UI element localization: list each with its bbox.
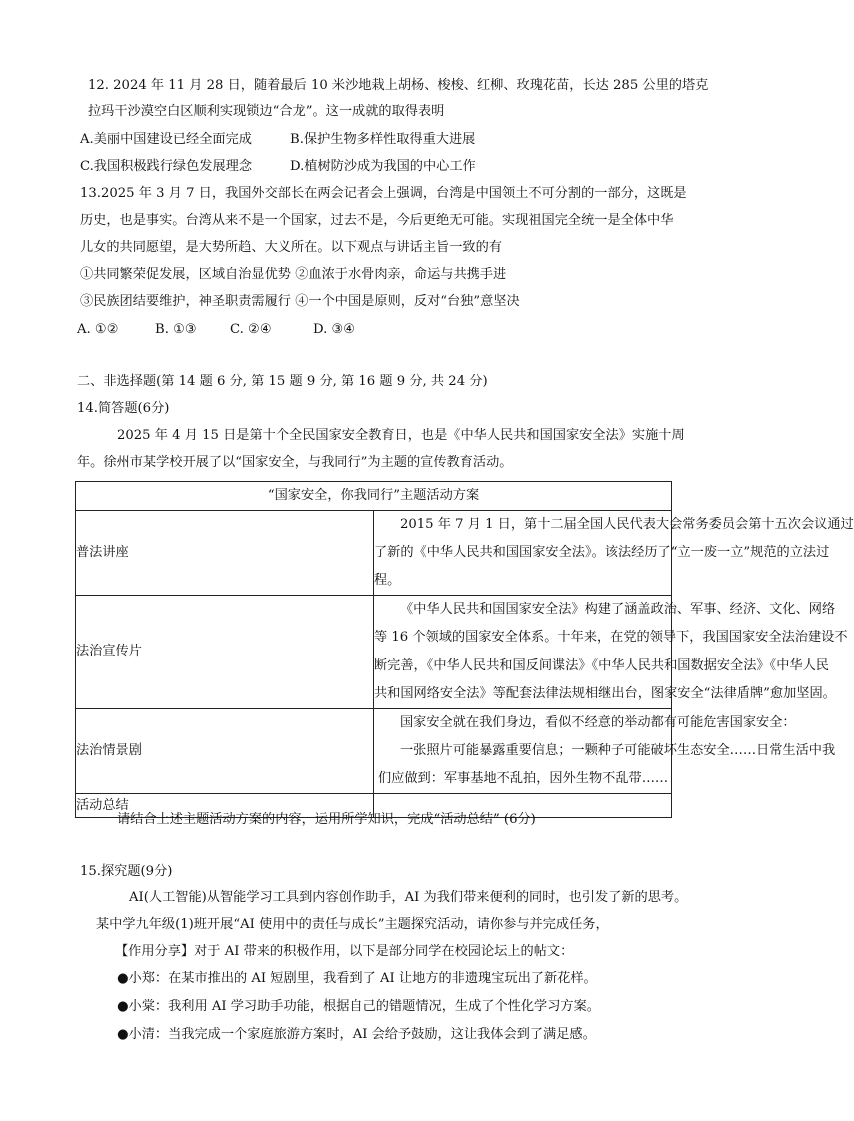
- q13-items-line2: ③民族团结要维护，神圣职责需履行 ④一个中国是原则，反对“台独”意坚决: [80, 294, 520, 309]
- q15-post-zheng: ●小郑：在某市推出的 AI 短剧里，我看到了 AI 让地方的非遗瑰宝玩出了新花样。: [117, 971, 597, 986]
- q15-intro-line1: AI(人工智能)从智能学习工具到内容创作助手，AI 为我们带来便利的同时，也引发了新的思考。: [129, 890, 688, 905]
- q13-items-line1: ①共同繁荣促发展，区域自治显优势 ②血浓于水骨肉亲，命运与共携手进: [80, 267, 507, 282]
- q14-instruction: 请结合上述主题活动方案的内容，运用所学知识，完成“活动总结” (6分): [117, 812, 536, 827]
- q15-post-tang: ●小棠：我利用 AI 学习助手功能，根据自己的错题情况，生成了个性化学习方案。: [117, 999, 600, 1014]
- q12-option-b: B.保护生物多样性取得重大进展: [290, 132, 476, 147]
- q12-stem-line2: 拉玛干沙漠空白区顺利实现锁边“合龙”。这一成就的取得表明: [88, 104, 445, 119]
- cell-line: 2015 年 7 月 1 日，第十二届全国人民代表大会常务委员会第十五次会议通过: [400, 517, 854, 532]
- cell-line: 《中华人民共和国国家安全法》构建了涵盖政治、军事、经济、文化、网络: [400, 602, 836, 617]
- row-content-lecture: [374, 511, 854, 596]
- q12-stem-line1: 12. 2024 年 11 月 28 日，随着最后 10 米沙地栽上胡杨、梭梭、红柳、玫瑰花苗，长达 285 公里的塔克: [88, 78, 709, 93]
- q14-title: 14.简答题(6分): [77, 401, 170, 416]
- row-content-drama: [374, 709, 836, 794]
- q12-option-c: C.我国积极践行绿色发展理念: [80, 159, 253, 174]
- q12-option-a: A.美丽中国建设已经全面完成: [80, 132, 252, 147]
- q15-title: 15.探究题(9分): [80, 864, 173, 879]
- row-content-video: [374, 596, 848, 709]
- cell-line: 等 16 个领域的国家安全体系。十年来，在党的领导下，我国国家安全法治建设不: [374, 630, 848, 645]
- q15-post-qing: ●小清：当我完成一个家庭旅游方案时，AI 会给予鼓励，这让我体会到了满足感。: [117, 1027, 596, 1042]
- cell-line: 断完善，《中华人民共和国反间谍法》《中华人民共和国数据安全法》《中华人民: [374, 658, 829, 673]
- activity-plan-table: [75, 481, 854, 818]
- plan-table-header: “国家安全，你我同行”主题活动方案: [76, 482, 672, 511]
- cell-line: 程。: [374, 573, 401, 588]
- q13-stem-line1: 13.2025 年 3 月 7 日，我国外交部长在两会记者会上强调，台湾是中国领土不可分割的一部分，这既是: [80, 186, 687, 201]
- row-label-summary: 活动总结: [76, 794, 374, 818]
- q13-option-d: D. ③④: [313, 322, 356, 337]
- cell-line: 了新的《中华人民共和国国家安全法》。该法经历了“立一废一立”规范的立法过: [374, 545, 830, 560]
- q13-option-b: B. ①③: [155, 322, 197, 337]
- table-row: [76, 511, 672, 596]
- q14-intro-line2: 年。徐州市某学校开展了以“国家安全，与我同行”为主题的宣传教育活动。: [77, 455, 513, 470]
- q13-option-c: C. ②④: [230, 322, 272, 337]
- row-label-video: 法治宣传片: [76, 596, 374, 709]
- row-label-lecture: 普法讲座: [76, 511, 374, 596]
- cell-line: 一张照片可能暴露重要信息；一颗种子可能破坏生态安全……日常生活中我: [400, 743, 836, 758]
- q13-option-a: A. ①②: [77, 322, 119, 337]
- q13-stem-line2: 历史，也是事实。台湾从来不是一个国家，过去不是，今后更绝无可能。实现祖国完全统一是全体中华: [80, 213, 674, 228]
- q12-option-d: D.植树防沙成为我国的中心工作: [290, 159, 476, 174]
- table-row: [76, 709, 672, 794]
- cell-line: 们应做到：军事基地不乱拍，因外生物不乱带……: [378, 771, 669, 786]
- q15-intro-line2: 某中学九年级(1)班开展“AI 使用中的责任与成长”主题探究活动，请你参与并完成任务，: [96, 917, 609, 932]
- q14-intro-line1: 2025 年 4 月 15 日是第十个全民国家安全教育日，也是《中华人民共和国国家安全法》实施十周: [117, 428, 685, 443]
- cell-line: 国家安全就在我们身边，看似不经意的举动都有可能危害国家安全：: [400, 715, 796, 730]
- q15-share-title: 【作用分享】对于 AI 带来的积极作用，以下是部分同学在校园论坛上的帖文：: [115, 944, 574, 959]
- table-row: [76, 596, 672, 709]
- cell-line: 共和国网络安全法》等配套法律法规相继出台，图家安全“法律盾牌”愈加坚固。: [374, 686, 836, 701]
- q13-stem-line3: 儿女的共同愿望，是大势所趋、大义所在。以下观点与讲话主旨一致的有: [80, 240, 502, 255]
- section2-title: 二、非选择题(第 14 题 6 分, 第 15 题 9 分, 第 16 题 9 分, 共 24 分): [77, 374, 488, 389]
- row-label-drama: 法治情景剧: [76, 709, 374, 794]
